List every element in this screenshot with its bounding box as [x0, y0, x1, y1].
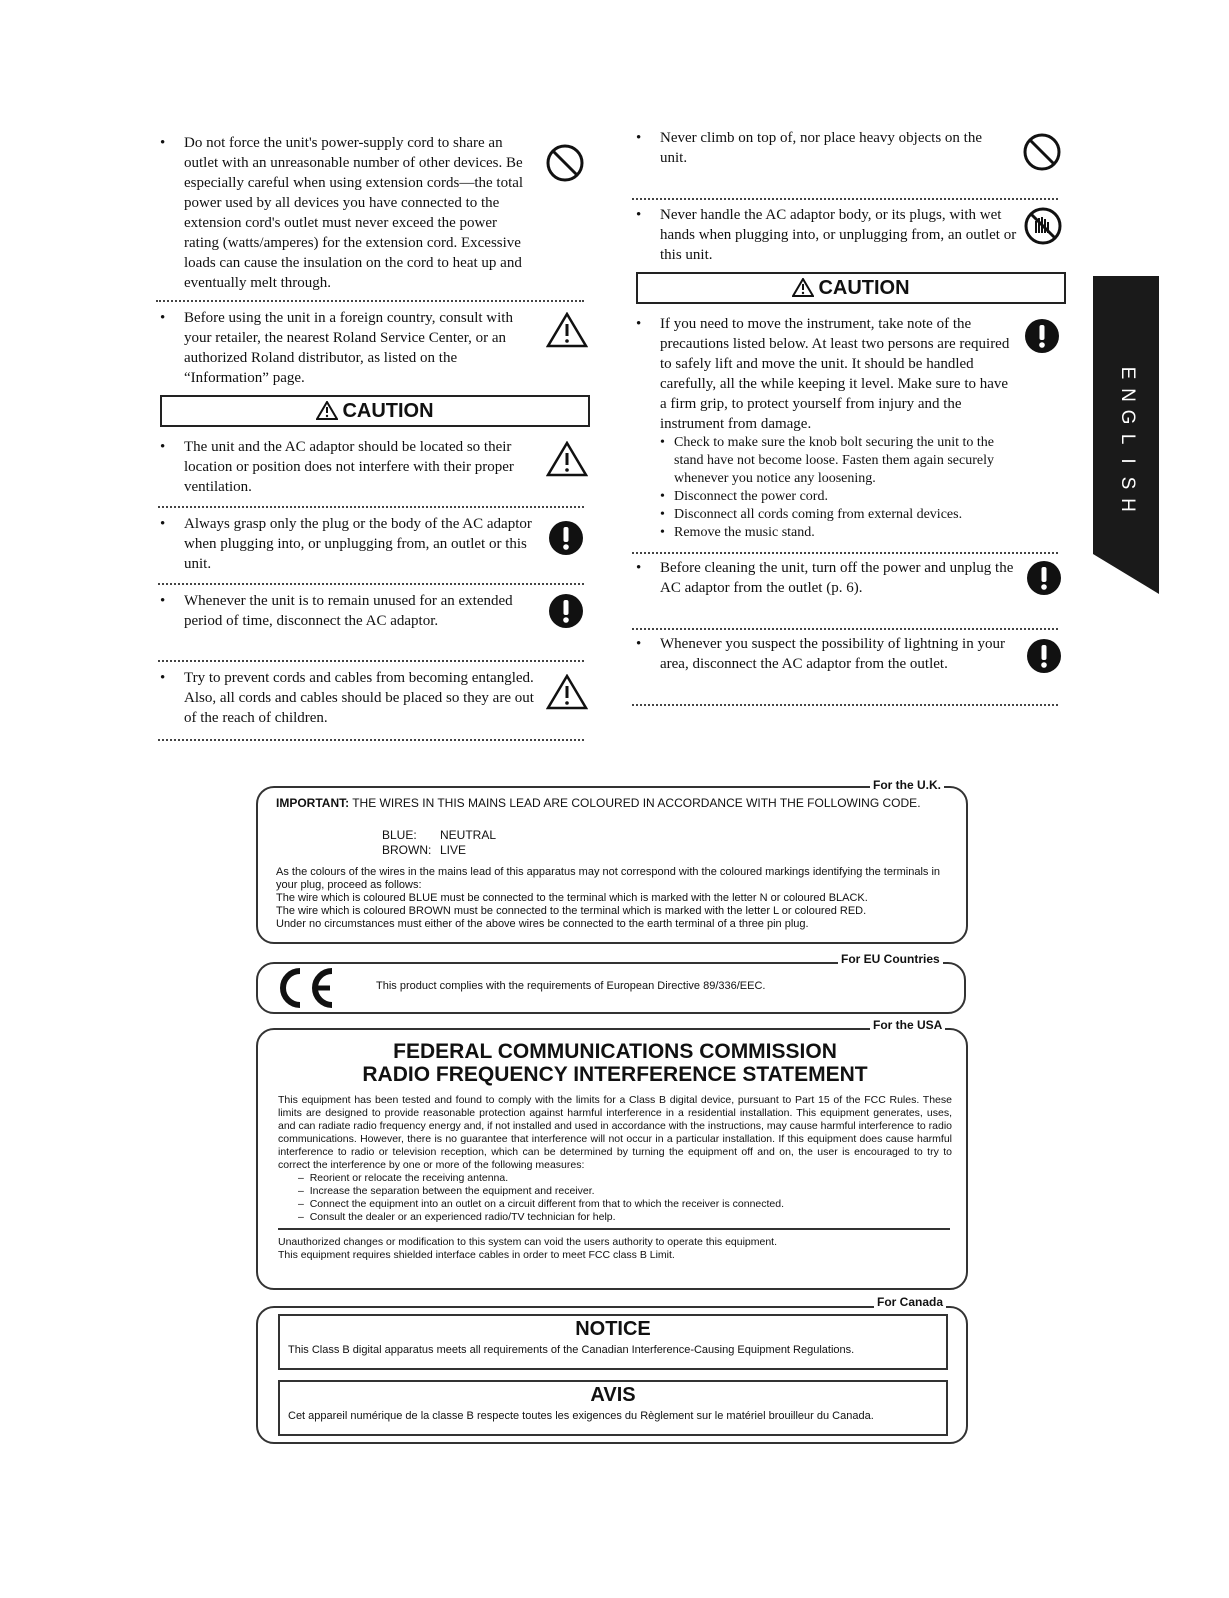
uk-paragraph: The wire which is coloured BLUE must be connected to the terminal which is marked with the letter N or coloured BLACK. [276, 892, 868, 904]
mandatory-action-icon [1026, 560, 1062, 596]
precaution-text: Before cleaning the unit, turn off the power and unplug the AC adaptor from the outlet (p. 6). [660, 560, 1014, 596]
divider [278, 1228, 950, 1230]
precaution-text: Try to prevent cords and cables from becoming entangled. Also, all cords and cables should be placed so they are out of the reach of children. [184, 670, 534, 726]
avis-panel [278, 1380, 948, 1436]
divider [158, 660, 584, 662]
sub-item: • Disconnect all cords coming from external devices. [660, 507, 963, 522]
notice-panel [278, 1314, 948, 1370]
fcc-measure: – Consult the dealer or an experienced radio/TV technician for help. [298, 1211, 616, 1223]
fcc-subtitle: RADIO FREQUENCY INTERFERENCE STATEMENT [362, 1063, 868, 1086]
sub-item-text: Disconnect the power cord. [674, 489, 828, 504]
sub-item-text: Check to make sure the knob bolt securing the unit to the stand have not become loose. Fasten them again securely whenever you notice any loosening. [674, 435, 994, 486]
precaution-text: Whenever you suspect the possibility of lightning in your area, disconnect the AC adaptor from the outlet. [660, 636, 1005, 672]
precaution-text: The unit and the AC adaptor should be located so their location or position does not interfere with their proper ventilation. [184, 439, 514, 495]
uk-paragraph: Under no circumstances must either of the above wires be connected to the earth terminal of a three pin plug. [276, 918, 809, 930]
precaution-text: Always grasp only the plug or the body of the AC adaptor when plugging into, or unplugging from, an outlet or this unit. [184, 516, 532, 572]
uk-paragraph: As the colours of the wires in the mains lead of this apparatus may not correspond with the coloured markings identifying the terminals in your plug, proceed as follows: [276, 866, 941, 891]
usa-content [278, 1040, 952, 1262]
divider [158, 739, 584, 741]
blue-value: NEUTRAL [440, 828, 497, 842]
prohibited-icon [1022, 132, 1062, 172]
notice-text: This Class B digital apparatus meets all requirements of the Canadian Interference-Causing Equipment Regulations. [288, 1344, 855, 1356]
mandatory-action-icon [1024, 318, 1060, 354]
important-label: IMPORTANT: [276, 796, 350, 810]
fcc-measure: – Reorient or relocate the receiving antenna. [298, 1172, 509, 1184]
mandatory-action-icon [548, 520, 584, 556]
divider [632, 552, 1058, 554]
mandatory-action-icon [548, 593, 584, 629]
precaution-text: If you need to move the instrument, take note of the precautions listed below. At least two persons are required to safely lift and move the unit. It should be handled carefully, all the while keeping it level. Make sure to have a firm grip, to protect yourself from injury and the instrument from damage. [660, 316, 1010, 432]
sub-item: • Check to make sure the knob bolt securing the unit to the stand have not become loose. Fasten them again securely whenever you notice any loosening. [660, 435, 994, 486]
warning-triangle-icon [316, 401, 338, 420]
precaution-text: Never handle the AC adaptor body, or its plugs, with wet hands when plugging into, or unplugging from, an outlet or this unit. [660, 207, 1017, 263]
mandatory-action-icon [1026, 638, 1062, 674]
caution-label: CAUTION [342, 400, 434, 422]
sub-item: • Disconnect the power cord. [660, 489, 828, 504]
warning-triangle-icon [546, 441, 588, 477]
prohibited-icon [545, 143, 585, 183]
sub-item-text: Disconnect all cords coming from external devices. [674, 507, 963, 522]
warning-triangle-icon [546, 312, 588, 348]
uk-tag: For the U.K. [870, 778, 944, 792]
warning-triangle-icon [792, 278, 814, 297]
divider [158, 506, 584, 508]
canada-tag: For Canada [874, 1295, 946, 1309]
precaution-text: Never climb on top of, nor place heavy objects on the unit. [660, 130, 982, 166]
notice-title: NOTICE [575, 1318, 651, 1340]
caution-header [636, 272, 1066, 304]
blue-label: BLUE: [382, 828, 417, 842]
brown-value: LIVE [440, 843, 467, 857]
language-tab-label: E N G L I S H [1117, 366, 1138, 512]
usa-tag: For the USA [870, 1018, 945, 1032]
eu-tag: For EU Countries [838, 952, 943, 966]
fcc-body: This equipment has been tested and found to comply with the limits for a Class B digital device, pursuant to Part 15 of the FCC Rules. These limits are designed to provide reasonable protection against harmful interference in a residential installation. This equipment generates, uses, and can radiate radio frequency energy and, if not installed and used in accordance with the instructions, may cause harmful interference to radio communications. However, there is no guarantee that interference will not occur in a particular installation. If this equipment does cause harmful interference to radio or television reception, which can be determined by turning the equipment off and on, the user is encouraged to try to correct the interference by one or more of the following measures: [278, 1094, 952, 1171]
precaution-text: Before using the unit in a foreign country, consult with your retailer, the nearest Roland Service Center, or an authorized Roland distributor, as listed on the “Information” page. [184, 310, 513, 386]
divider [158, 583, 584, 585]
caution-label: CAUTION [818, 277, 910, 299]
important-text: THE WIRES IN THIS MAINS LEAD ARE COLOURED IN ACCORDANCE WITH THE FOLLOWING CODE. [349, 796, 921, 810]
fcc-measure: – Connect the equipment into an outlet on a circuit different from that to which the receiver is connected. [298, 1198, 785, 1210]
eu-text: This product complies with the requirements of European Directive 89/336/EEC. [376, 980, 766, 992]
uk-paragraph: The wire which is coloured BROWN must be connected to the terminal which is marked with the letter L or coloured RED. [276, 905, 867, 917]
divider [156, 300, 584, 302]
divider [632, 704, 1058, 706]
brown-label: BROWN: [382, 843, 432, 857]
avis-title: AVIS [590, 1384, 636, 1406]
ce-mark-icon [272, 967, 340, 1009]
fcc-measure: – Increase the separation between the equipment and receiver. [298, 1185, 595, 1197]
warning-triangle-icon [546, 674, 588, 710]
fcc-title: FEDERAL COMMUNICATIONS COMMISSION [393, 1040, 837, 1063]
no-wet-hands-icon [1024, 207, 1062, 245]
divider [632, 628, 1058, 630]
uk-content [276, 796, 956, 930]
sub-item: • Remove the music stand. [660, 525, 815, 540]
divider [632, 198, 1058, 200]
caution-header [160, 395, 590, 427]
avis-text: Cet appareil numérique de la classe B respecte toutes les exigences du Règlement sur le matériel brouilleur du Canada. [288, 1410, 874, 1422]
precaution-text: Whenever the unit is to remain unused for an extended period of time, disconnect the AC adaptor. [184, 593, 513, 629]
fcc-footnote: This equipment requires shielded interface cables in order to meet FCC class B Limit. [278, 1249, 675, 1261]
precaution-text: Do not force the unit's power-supply cord to share an outlet with an unreasonable number of other devices. Be especially careful when using extension cords—the total power used by all devices you have connected to the extension cord's outlet must never exceed the power rating (watts/amperes) for the extension cord. Excessive loads can cause the insulation on the cord to heat up and eventually melt through. [184, 135, 524, 291]
sub-item-text: Remove the music stand. [674, 525, 815, 540]
fcc-footnote: Unauthorized changes or modification to this system can void the users authority to operate this equipment. [278, 1236, 778, 1248]
